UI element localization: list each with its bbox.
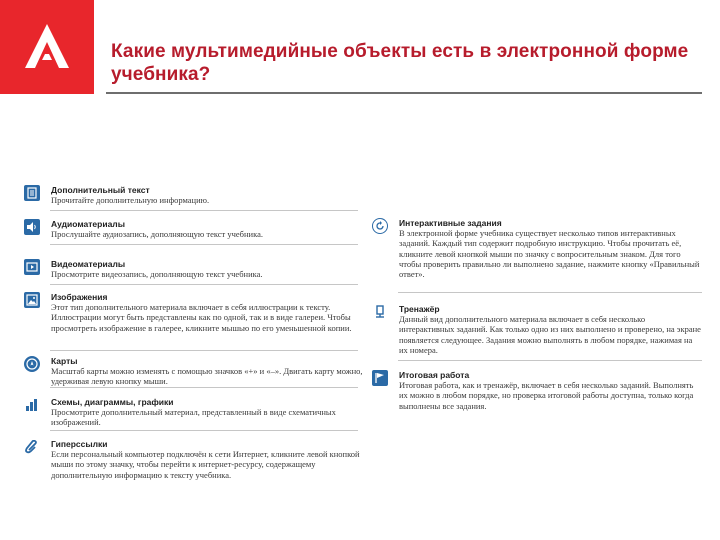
paperclip-icon [24,439,40,455]
divider [398,292,702,293]
right-item-final-work[interactable] [372,370,702,414]
item-text: Прочитайте дополнительную информацию. [51,195,210,205]
left-item-audio[interactable] [24,219,360,245]
logo-a-icon [22,22,72,72]
left-item-charts[interactable] [24,397,360,429]
item-title: Тренажёр [399,304,440,314]
slide-title: Какие мультимедийные объекты есть в электронной форме учебника? [111,41,689,85]
item-text: Данный вид дополнительного материала включает в себя несколько интерактивных заданий. Как только одно из них выполнено и проверено, на экране появляется следующее. Задания можно выполнять в любом порядке, нажимая на их номера. [399,314,701,355]
item-text: Просмотрите видеозапись, дополняющую текст учебника. [51,269,263,279]
divider [50,210,358,211]
item-title: Итоговая работа [399,370,470,380]
item-text: Итоговая работа, как и тренажёр, включает в себя несколько заданий. Выполнять их можно в любом порядке, но проверка итоговой работы доступна, только когда выполнены все задания. [399,380,694,411]
divider [50,244,358,245]
left-item-maps[interactable] [24,356,363,388]
left-item-images[interactable] [24,292,360,350]
divider [50,430,358,431]
chart-icon [24,397,40,413]
item-title: Аудиоматериалы [51,219,125,229]
item-title: Дополнительный текст [51,185,150,195]
refresh-icon [372,218,388,234]
item-text: Этот тип дополнительного материала включает в себя иллюстрации к тексту. Иллюстрации могут быть представлены как по одной, так и в виде галереи. Чтобы просмотреть изображение в галерее, кликните мышью по его уменьшенной копии. [51,302,352,333]
item-title: Карты [51,356,78,366]
flag-icon [372,370,388,386]
divider [50,284,358,285]
left-item-extra-text[interactable] [24,185,360,211]
speaker-icon [24,219,40,235]
trainer-icon [372,304,388,320]
item-text: Прослушайте аудиозапись, дополняющую текст учебника. [51,229,264,239]
left-item-video[interactable] [24,259,360,285]
item-text: Если персональный компьютер подключён к сети Интернет, кликните левой кнопкой мыши по этому значку, чтобы перейти к интернет-ресурсу, содержащему дополнительную информацию к тексту учебника. [51,449,360,480]
title-underline [106,92,702,94]
compass-icon [24,356,40,372]
left-item-hyperlinks[interactable] [24,439,360,483]
item-title: Видеоматериалы [51,259,126,269]
video-icon [24,259,40,275]
image-icon [24,292,40,308]
document-icon [24,185,40,201]
divider [50,350,358,351]
item-title: Гиперссылки [51,439,108,449]
item-text: В электронной форме учебника существует несколько типов интерактивных заданий. Каждый тип содержит подробную инструкцию. Чтобы прочитать её, кликните левой кнопкой мыши по значку с вопросительным знаком. Для того чтобы проверить правильно ли выполнено задание, нажмите кнопку «Правильный ответ». [399,228,700,280]
item-text: Масштаб карты можно изменять с помощью значков «+» и «–». Двигать карту можно, удерживая левую кнопку мыши. [51,366,363,387]
item-title: Схемы, диаграммы, графики [51,397,174,407]
brand-logo [0,0,94,94]
right-item-trainer[interactable] [372,304,702,358]
item-title: Интерактивные задания [399,218,502,228]
item-text: Просмотрите дополнительный материал, представленный в виде схематичных изображений. [51,407,336,428]
right-item-interactive[interactable] [372,218,702,290]
divider [398,360,702,361]
item-title: Изображения [51,292,108,302]
divider [50,387,358,388]
